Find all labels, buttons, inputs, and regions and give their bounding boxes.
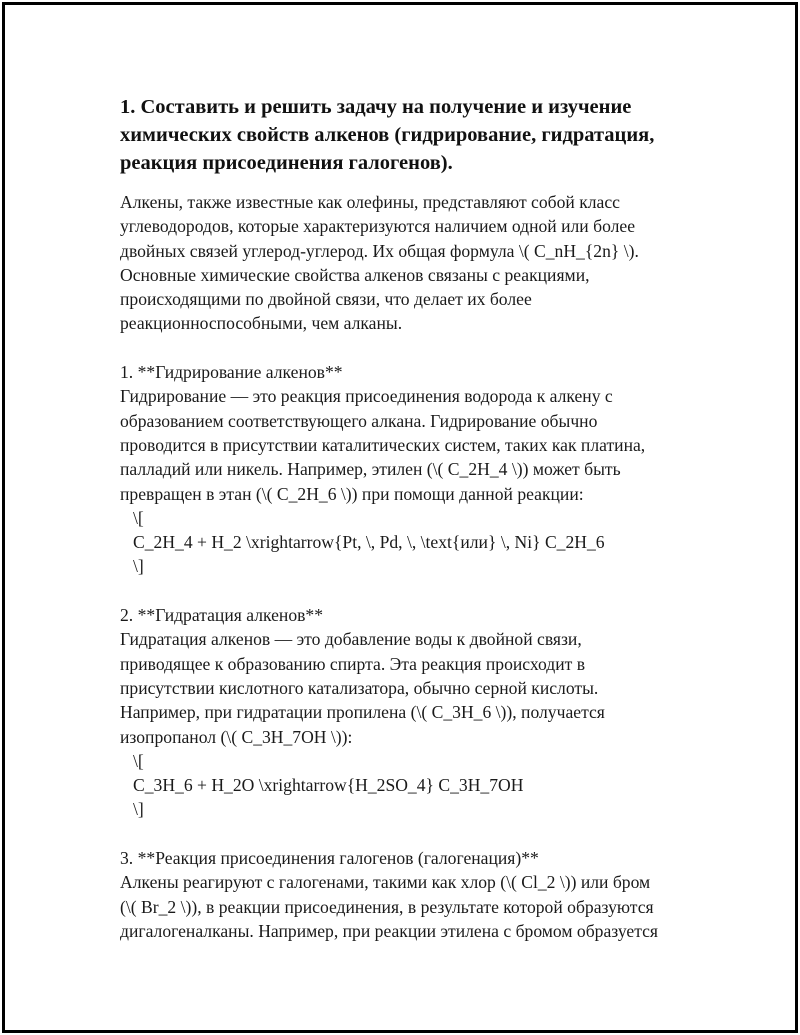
- intro-line: реакционноспособными, чем алканы.: [120, 313, 403, 334]
- title-line: 1. Составить и решить задачу на получение и изучение: [120, 96, 632, 118]
- paragraph-line: Алкены реагируют с галогенами, такими как хлор (\( Cl_2 \)) или бром: [120, 872, 651, 893]
- paragraph-line: присутствии кислотного катализатора, обычно серной кислоты.: [120, 677, 599, 698]
- paragraph-line: дигалогеналканы. Например, при реакции этилена с бромом образуется: [120, 920, 659, 941]
- paragraph-line: проводится в присутствии каталитических систем, таких как платина,: [120, 434, 646, 455]
- title-line: химических свойств алкенов (гидрирование, гидратация,: [120, 124, 655, 146]
- formula-line: \[: [133, 750, 144, 771]
- document-title: [120, 93, 720, 177]
- intro-line: происходящими по двойной связи, что делает их более: [120, 289, 532, 310]
- formula-line: C_2H_4 + H_2 \xrightarrow{Pt, \, Pd, \, \text{или} \, Ni} C_2H_6: [133, 532, 605, 553]
- formula-line: \]: [133, 556, 144, 577]
- section-heading-halogenation: 3. **Реакция присоединения галогенов (галогенация)**: [120, 848, 539, 869]
- paragraph-line: Например, при гидратации пропилена (\( C_3H_6 \)), получается: [120, 702, 605, 723]
- section-heading-hydration: 2. **Гидратация алкенов**: [120, 605, 324, 626]
- section-heading-hydrogenation: 1. **Гидрирование алкенов**: [120, 362, 343, 383]
- intro-line: двойных связей углерод-углерод. Их общая формула \( C_nH_{2n} \).: [120, 240, 639, 261]
- paragraph-line: изопропанол (\( C_3H_7OH \)):: [120, 726, 353, 747]
- document-content: [120, 93, 720, 943]
- blank-line: [120, 579, 720, 603]
- title-line: реакция присоединения галогенов).: [120, 152, 453, 174]
- paragraph-line: образованием соответствующего алкана. Гидрирование обычно: [120, 410, 598, 431]
- formula-line: C_3H_6 + H_2O \xrightarrow{H_2SO_4} C_3H_7OH: [133, 775, 524, 796]
- intro-line: углеводородов, которые характеризуются наличием одной или более: [120, 216, 636, 237]
- intro-line: Алкены, также известные как олефины, представляют собой класс: [120, 192, 620, 212]
- formula-line: \]: [133, 799, 144, 820]
- paragraph-line: палладий или никель. Например, этилен (\( C_2H_4 \)) может быть: [120, 459, 621, 480]
- paragraph-line: (\( Br_2 \)), в реакции присоединения, в результате которой образуются: [120, 896, 654, 917]
- paragraph-line: Гидрирование — это реакция присоединения водорода к алкену с: [120, 386, 613, 407]
- formula-line: \[: [133, 507, 144, 528]
- intro-line: Основные химические свойства алкенов связаны с реакциями,: [120, 264, 590, 285]
- page-frame: [2, 2, 798, 1033]
- paragraph-line: Гидратация алкенов — это добавление воды к двойной связи,: [120, 629, 582, 650]
- blank-line: [120, 336, 720, 360]
- document-body: [120, 190, 720, 943]
- paragraph-line: превращен в этан (\( C_2H_6 \)) при помощи данной реакции:: [120, 483, 584, 504]
- blank-line: [120, 822, 720, 846]
- paragraph-line: приводящее к образованию спирта. Эта реакция происходит в: [120, 653, 586, 674]
